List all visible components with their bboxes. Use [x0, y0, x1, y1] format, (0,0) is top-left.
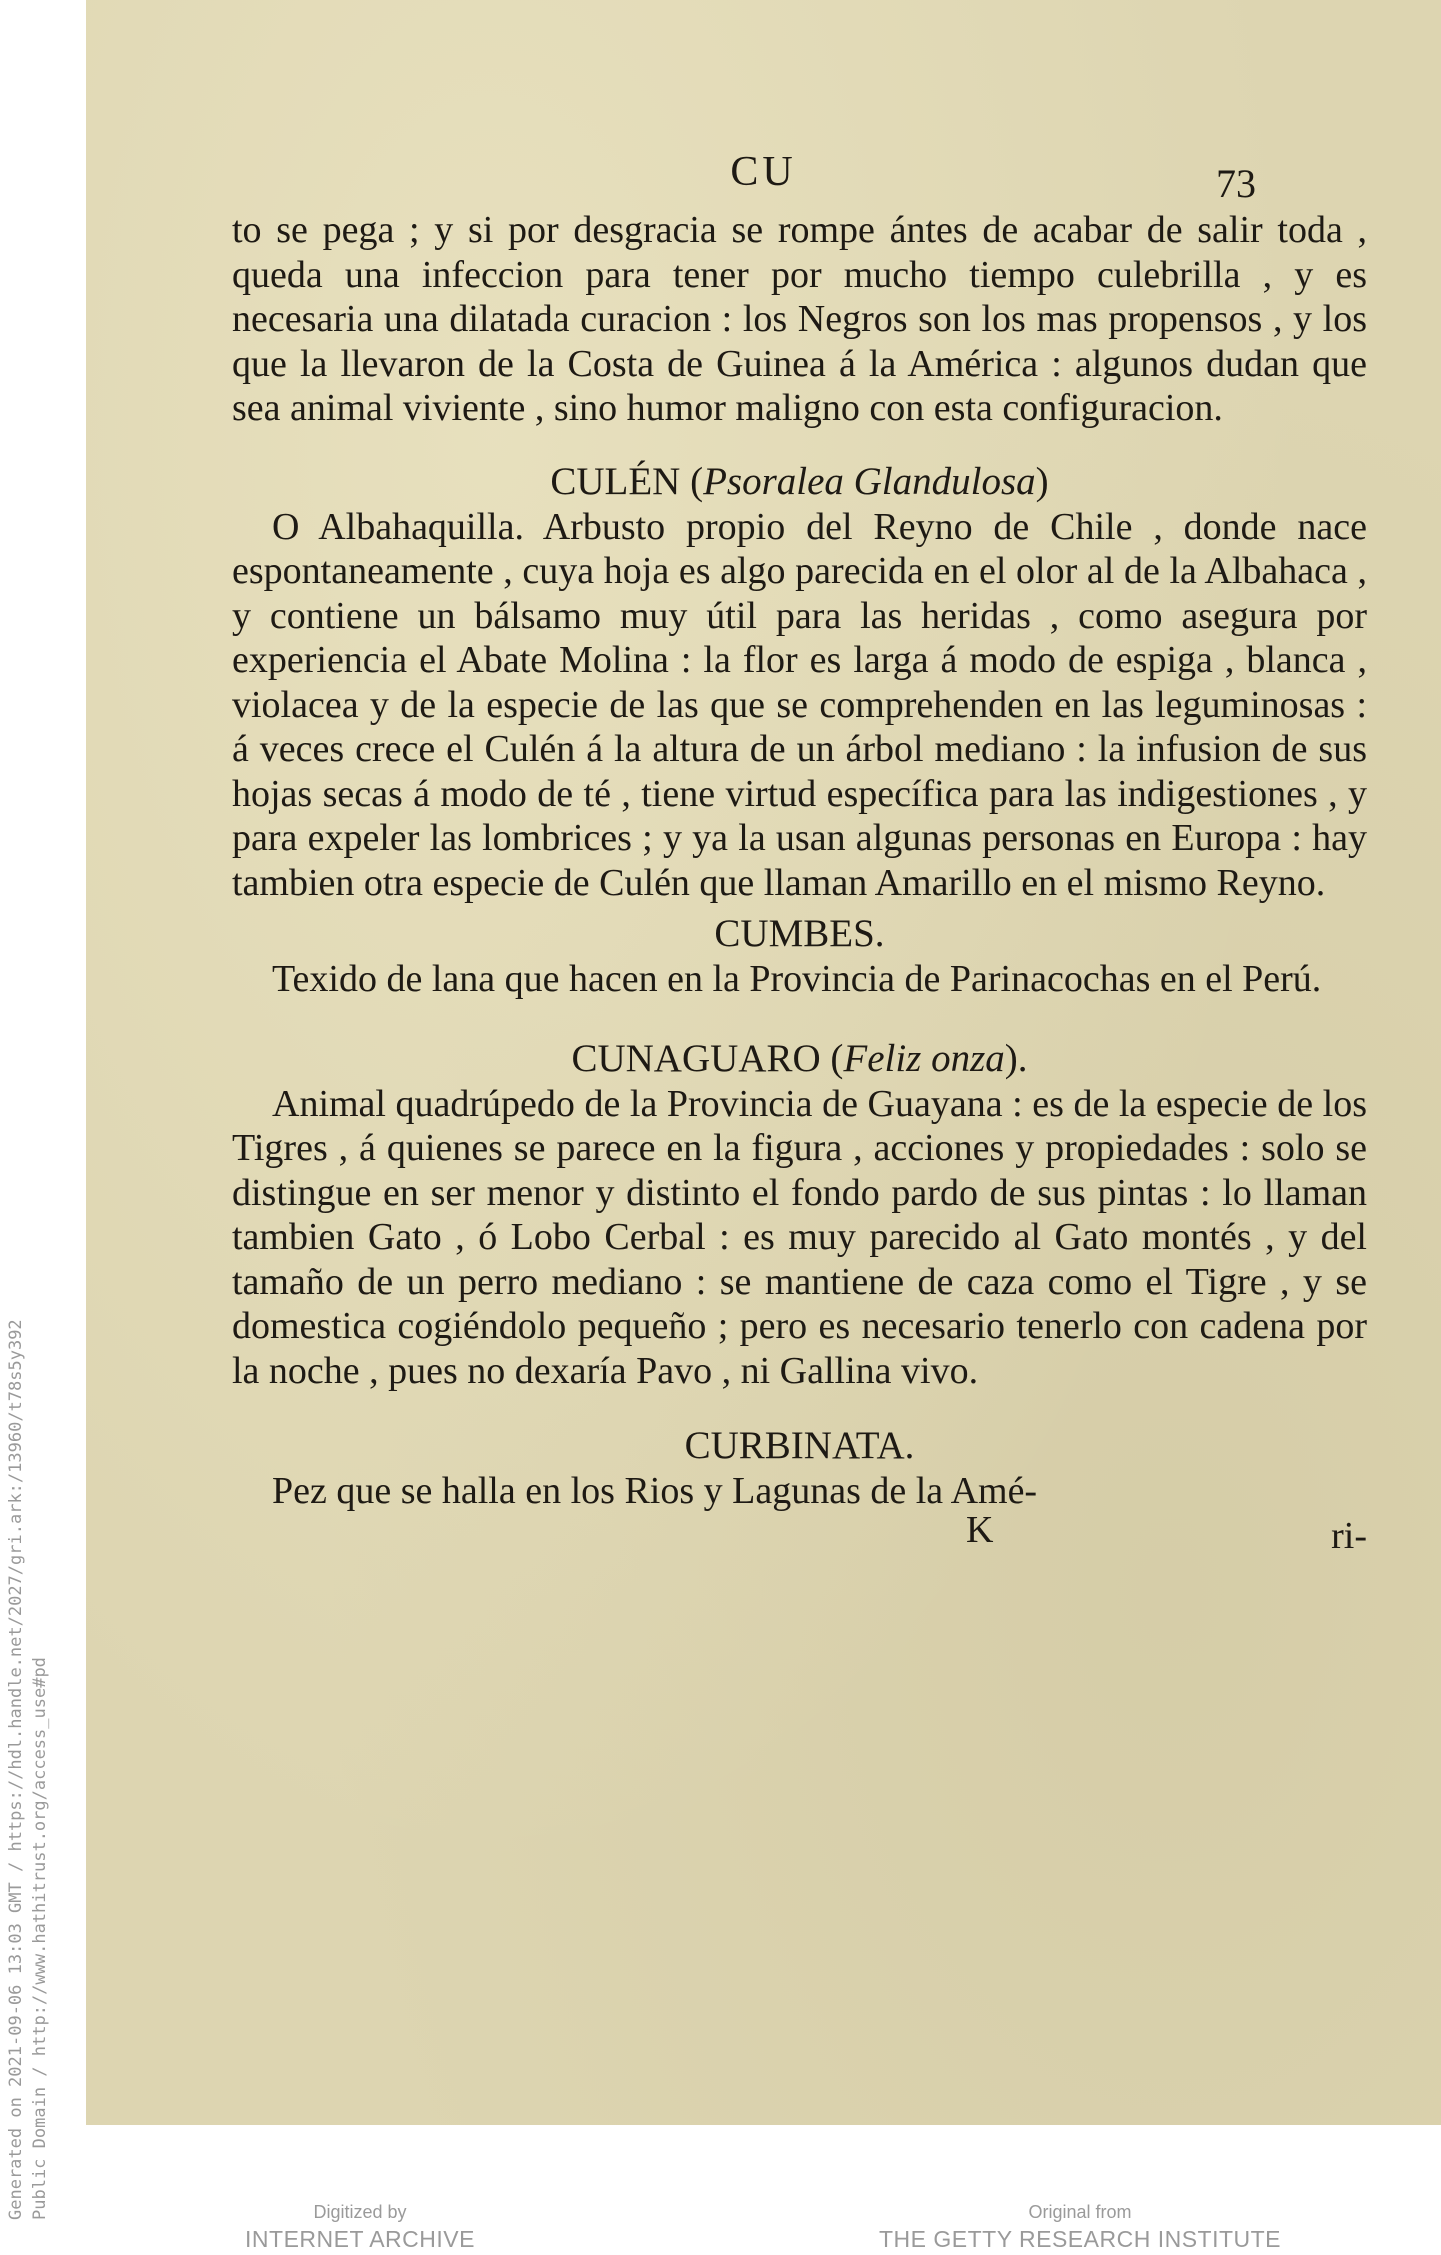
page-text — [232, 208, 1367, 1558]
entry-heading-curbinata: CURBINATA. — [684, 1424, 915, 1467]
footer-original-institution: THE GETTY RESEARCH INSTITUTE — [878, 2226, 1282, 2252]
entry-heading-culen — [232, 459, 1367, 505]
footer-digitizer-name: INTERNET ARCHIVE — [245, 2226, 475, 2252]
catchword: ri- — [1331, 1514, 1367, 1557]
paragraph-continuation: to se pega ; y si por desgracia se rompe ántes de acabar de salir toda , queda una infeccion para tener por mucho tiempo culebrilla , y es necesaria una dilatada curacion : los Negros son los mas propensos , y los que la llevaron de la Costa de Guinea á la América : algunos dudan que sea animal viviente , sino humor maligno con esta configuracion. — [232, 209, 1367, 429]
entry-body-cunaguaro: Animal quadrúpedo de la Provincia de Guayana : es de la especie de los Tigres , á quienes se parece en la figura , acciones y propiedades : solo se distingue en ser menor y distinto el fondo pardo de sus pintas : lo llaman tambien Gato , ó Lobo Cerbal : es muy parecido al Gato montés , y del tamaño de un perro mediano : se mantiene de caza como el Tigre , y se domestica cogiéndolo pequeño ; pero es necesario tenerlo con cadena por la noche , pues no dexaría Pavo , ni Gallina vivo. — [232, 1082, 1367, 1392]
entry-body-curbinata: Pez que se halla en los Rios y Lagunas de la Amé- — [272, 1470, 1038, 1512]
footer-digitized-label: Digitized by — [313, 2202, 407, 2222]
entry-heading-cunaguaro — [232, 1036, 1367, 1082]
footer-original-label: Original from — [1028, 2202, 1132, 2222]
footer-original-from — [850, 2200, 1310, 2254]
entry-body-culen: O Albahaquilla. Arbusto propio del Reyno de Chile , donde nace espontaneamente , cuya hoja es algo parecida en el olor al de la Albahaca , y contiene un bálsamo muy útil para las heridas , como asegura por experiencia el Abate Molina : la flor es larga á modo de espiga , blanca , violacea y de la especie de las que se comprehenden en las leguminosas : á veces crece el Culén á la altura de un árbol mediano : la infusion de sus hojas secas á modo de té , tiene virtud específica para las indigestiones , y para expeler las lombrices ; y ya la usan algunas personas en Europa : hay tambien otra especie de Culén que llaman Amarillo en el mismo Reyno. — [232, 505, 1367, 904]
watermark-line-generated: Generated on 2021-09-06 13:03 GMT / https://hdl.handle.net/2027/gri.ark:/13960/t78s5y392 — [6, 1319, 26, 2220]
entry-heading-text: CULÉN ( — [550, 459, 704, 503]
entry-heading-close: ) — [1035, 459, 1049, 503]
generation-watermark — [4, 1319, 52, 2220]
entry-body-cumbes: Texido de lana que hacen en la Provincia de Parinacochas en el Perú. — [272, 958, 1322, 1000]
entry-heading-close: ). — [1004, 1036, 1028, 1080]
signature-mark: K — [966, 1508, 994, 1551]
entry-latin-name: Psoralea Glandulosa — [703, 459, 1036, 503]
signature-line — [232, 1508, 1367, 1558]
scanned-page — [86, 0, 1441, 2125]
entry-latin-name: Feliz onza — [843, 1036, 1005, 1080]
footer-digitized-by — [230, 2200, 490, 2254]
entry-heading-text: CUNAGUARO ( — [571, 1036, 844, 1080]
entry-heading-cumbes: CUMBES. — [714, 912, 885, 955]
page-number: 73 — [1216, 161, 1256, 206]
watermark-line-rights: Public Domain / http://www.hathitrust.org/access_use#pd — [30, 1657, 50, 2220]
running-head: CU — [730, 149, 797, 195]
